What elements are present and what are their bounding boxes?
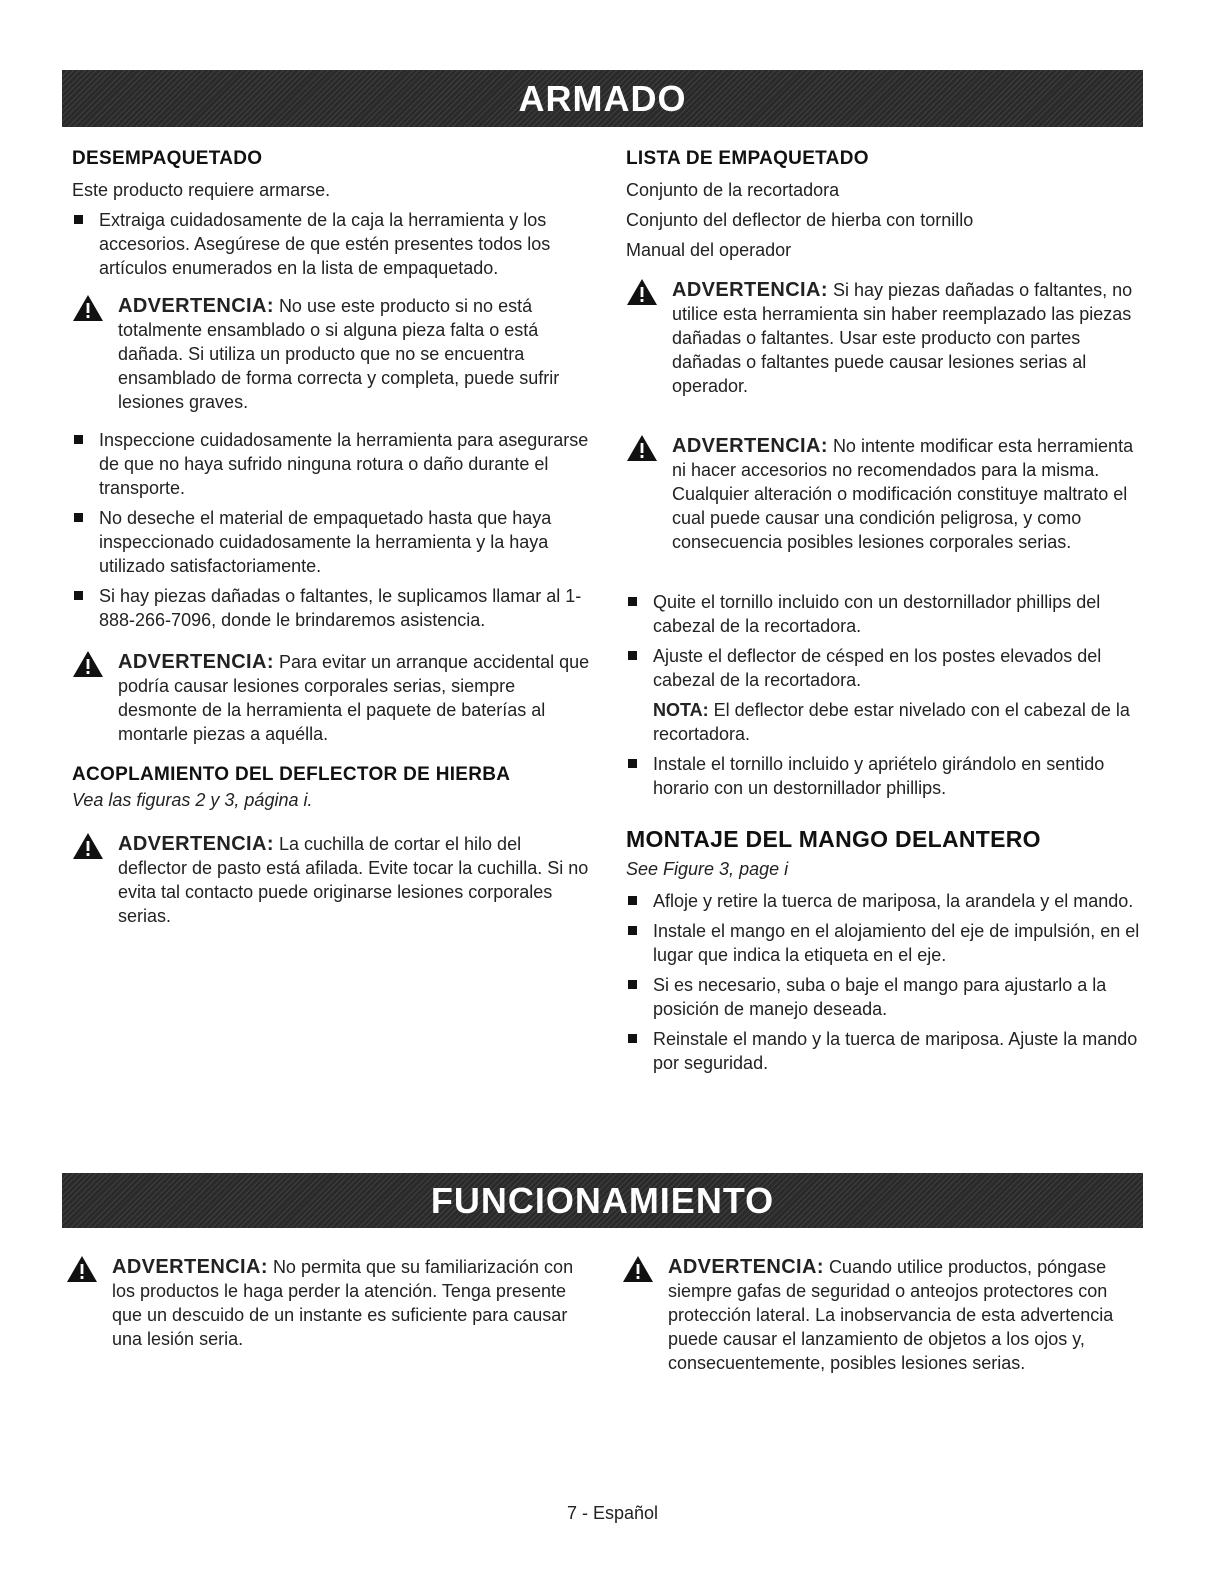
acoplamiento-ref: Vea las figuras 2 y 3, página i. <box>72 790 313 810</box>
warning-triangle-icon <box>72 832 104 860</box>
desempaquetado-heading: DESEMPAQUETADO <box>72 148 263 169</box>
warning-text: Para evitar un arranque accidental que podría causar lesiones corporales serias, siempre desmonte de la herramienta el paquete de baterías al montarle piezas a aquélla. <box>118 652 590 744</box>
list-item: Inspeccione cuidadosamente la herramienta para asegurarse de que no haya sufrido ninguna rotura o daño durante el transporte. <box>72 428 592 500</box>
warning-text: No permita que su familiarización con los productos le haga perder la atención. Tenga presente que un descuido de un instante es suficiente para causar una lesión seria. <box>112 1257 574 1349</box>
deflector-steps <box>626 590 1148 692</box>
list-item: Ajuste el deflector de césped en los postes elevados del cabezal de la recortadora. <box>626 644 1148 692</box>
bullet-square-icon <box>74 435 83 444</box>
warning-triangle-icon <box>72 650 104 678</box>
warning-block <box>622 1255 1142 1375</box>
warning-triangle-icon <box>66 1255 98 1283</box>
page-footer: 7 - Español <box>566 1503 659 1523</box>
warning-keyword: ADVERTENCIA: <box>672 435 828 457</box>
note-label: NOTA: <box>653 700 709 720</box>
warning-keyword: ADVERTENCIA: <box>672 279 828 301</box>
bullet-square-icon <box>628 926 637 935</box>
bullet-square-icon <box>74 591 83 600</box>
warning-triangle-icon <box>72 294 104 322</box>
bullet-square-icon <box>628 896 637 905</box>
montaje-ref: See Figure 3, page i <box>626 859 789 879</box>
bullet-square-icon <box>74 513 83 522</box>
warning-text: Si hay piezas dañadas o faltantes, no utilice esta herramienta sin haber reemplazado las piezas dañadas o faltantes. Usar este producto con partes dañadas o faltantes puede causar lesiones serias al operador. <box>672 280 1133 396</box>
list-item: Quite el tornillo incluido con un destornillador phillips del cabezal de la recortadora. <box>626 590 1148 638</box>
warning-triangle-icon <box>626 278 658 306</box>
warning-block <box>626 278 1148 398</box>
desempaquetado-list-b <box>72 428 592 632</box>
warning-text: No intente modificar esta herramienta ni hacer accesorios no recomendados para la misma. Cualquier alteración o modificación constituye maltrato el cual puede causar una condición peligrosa, y como consecuencia posibles lesiones corporales serias. <box>672 436 1134 552</box>
bullet-square-icon <box>628 1034 637 1043</box>
warning-block <box>72 832 592 928</box>
bullet-square-icon <box>628 759 637 768</box>
bullet-square-icon <box>628 651 637 660</box>
note <box>626 698 1148 746</box>
montaje-steps <box>626 889 1148 1075</box>
funcionamiento-banner <box>62 1173 1143 1228</box>
deflector-steps-final <box>626 752 1148 800</box>
lista-item: Conjunto del deflector de hierba con tornillo <box>626 210 974 230</box>
warning-keyword: ADVERTENCIA: <box>668 1256 824 1278</box>
list-item: Si es necesario, suba o baje el mango para ajustarlo a la posición de manejo deseada. <box>626 973 1148 1021</box>
warning-block <box>72 650 592 746</box>
warning-text: La cuchilla de cortar el hilo del deflector de pasto está afilada. Evite tocar la cuchilla. Si no evita tal contacto puede originarse lesiones corporales serias. <box>118 834 589 926</box>
funcionamiento-title: FUNCIONAMIENTO <box>430 1179 775 1221</box>
bullet-square-icon <box>628 980 637 989</box>
bullet-square-icon <box>74 215 83 224</box>
bullet-square-icon <box>628 597 637 606</box>
note-text: El deflector debe estar nivelado con el cabezal de la recortadora. <box>653 700 1130 744</box>
right-column <box>626 148 1148 1081</box>
lista-item: Conjunto de la recortadora <box>626 180 840 200</box>
montaje-heading: MONTAJE DEL MANGO DELANTERO <box>626 826 1041 852</box>
left-column <box>72 148 592 942</box>
armado-title: ARMADO <box>518 77 687 119</box>
list-item: Instale el mango en el alojamiento del eje de impulsión, en el lugar que indica la etiqueta en el eje. <box>626 919 1148 967</box>
warning-keyword: ADVERTENCIA: <box>112 1256 268 1278</box>
lista-heading: LISTA DE EMPAQUETADO <box>626 148 869 169</box>
list-item: Instale el tornillo incluido y apriételo girándolo en sentido horario con un destornillador phillips. <box>626 752 1148 800</box>
warning-keyword: ADVERTENCIA: <box>118 651 274 673</box>
funcionamiento-left <box>66 1255 586 1365</box>
funcionamiento-right <box>622 1255 1142 1389</box>
warning-keyword: ADVERTENCIA: <box>118 295 274 317</box>
list-item: Afloje y retire la tuerca de mariposa, la arandela y el mando. <box>626 889 1148 913</box>
warning-keyword: ADVERTENCIA: <box>118 833 274 855</box>
warning-block <box>626 434 1148 554</box>
warning-triangle-icon <box>626 434 658 462</box>
warning-block <box>66 1255 586 1351</box>
armado-banner <box>62 70 1143 127</box>
acoplamiento-heading: ACOPLAMIENTO DEL DEFLECTOR DE HIERBA <box>72 764 511 785</box>
desempaquetado-list-a <box>72 208 592 280</box>
desempaquetado-intro: Este producto requiere armarse. <box>72 180 331 200</box>
list-item: Extraiga cuidadosamente de la caja la herramienta y los accesorios. Asegúrese de que estén presentes todos los artículos enumerados en la lista de empaquetado. <box>72 208 592 280</box>
warning-text: No use este producto si no está totalmente ensamblado o si alguna pieza falta o está dañada. Si utiliza un producto que no se encuentra ensamblado de forma correcta y completa, puede sufrir lesiones graves. <box>118 296 560 412</box>
list-item: Reinstale el mando y la tuerca de mariposa. Ajuste la mando por seguridad. <box>626 1027 1148 1075</box>
list-item: No deseche el material de empaquetado hasta que haya inspeccionado cuidadosamente la herramienta y la haya utilizado satisfactoriamente. <box>72 506 592 578</box>
warning-text: Cuando utilice productos, póngase siempre gafas de seguridad o anteojos protectores con protección lateral. La inobservancia de esta advertencia puede causar el lanzamiento de objetos a los ojos y, consecuentemente, posibles lesiones serias. <box>668 1257 1114 1373</box>
warning-triangle-icon <box>622 1255 654 1283</box>
list-item: Si hay piezas dañadas o faltantes, le suplicamos llamar al 1-888-266-7096, donde le brindaremos asistencia. <box>72 584 592 632</box>
lista-item: Manual del operador <box>626 240 792 260</box>
warning-block <box>72 294 592 414</box>
